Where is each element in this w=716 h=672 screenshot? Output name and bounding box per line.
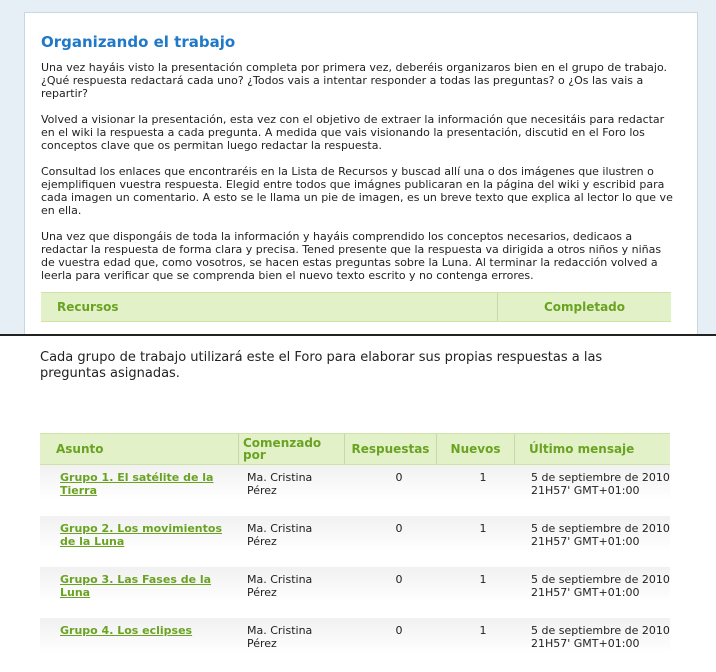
resources-column-header: Recursos: [41, 293, 498, 321]
forum-intro: Cada grupo de trabajo utilizará este el Foro para elaborar sus propias respuestas a las preguntas asignadas.: [40, 350, 603, 381]
table-row: [40, 618, 670, 669]
header-new: Nuevos: [437, 434, 515, 464]
paragraph-resources: Consultad los enlaces que encontraréis en la Lista de Recursos y buscad allí una o dos imágenes que ilustren o ejemplifiquen vuestra respuesta. Elegid entre todos que imágnes publicaran en la página del wiki y escribid para cada imagen un comentario. A esto se le llama un pie de imagen, es un breve texto que explica al lector lo que ve en ella.: [41, 165, 673, 217]
topic-link[interactable]: Grupo 3. Las Fases de la Luna: [60, 573, 212, 599]
table-row: [40, 465, 670, 516]
header-replies: Respuestas: [345, 434, 437, 464]
last-post-cell: 5 de septiembre de 2010 21H57' GMT+01:00: [531, 624, 670, 650]
instructions-card: [24, 12, 698, 334]
new-cell: 1: [479, 471, 487, 484]
topic-link[interactable]: Grupo 1. El satélite de la Tierra: [60, 471, 214, 497]
replies-cell: 0: [395, 624, 403, 637]
started-by-cell: Ma. Cristina Pérez: [247, 471, 313, 497]
paragraph-presentation: Volved a visionar la presentación, esta vez con el objetivo de extraer la información que necesitáis para redactar en el wiki la respuesta a cada pregunta. A medida que vais visionando la presentación, discutid en el Foro los conceptos clave que os permitan luego redactar la respuesta.: [41, 113, 665, 152]
header-last-post: Último mensaje: [529, 442, 635, 456]
forum-panel: [0, 336, 716, 672]
forum-table-header: [40, 433, 670, 465]
topic-cell: [40, 516, 239, 566]
topic-link[interactable]: Grupo 4. Los eclipses: [60, 624, 193, 637]
topic-link[interactable]: Grupo 2. Los movimientos de la Luna: [60, 522, 222, 548]
resources-table-header: [41, 292, 671, 322]
header-subject: Asunto: [40, 434, 239, 464]
replies-cell: 0: [395, 522, 403, 535]
new-cell: 1: [479, 573, 487, 586]
table-row: [40, 567, 670, 618]
replies-cell: 0: [395, 471, 403, 484]
paragraph-writing: Una vez que dispongáis de toda la información y hayáis comprendido los conceptos necesarios, dedicaos a redactar la respuesta de forma clara y precisa. Tened presente que la respuesta va dirigida a otros niños y niñas de vuestra edad que, como vosotros, se hacen estas preguntas sobre la Luna. Al terminar la redacción volved a leerla para verificar que se comprenda bien el nuevo texto escrito y no contenga errores.: [41, 230, 662, 282]
paragraph-organize: Una vez hayáis visto la presentación completa por primera vez, deberéis organizaros bien en el grupo de trabajo. ¿Qué respuesta redactará cada uno? ¿Todos vais a intentar responder a todas las preguntas? o ¿Os las vais a repartir?: [41, 61, 668, 100]
last-post-cell: 5 de septiembre de 2010 21H57' GMT+01:00: [531, 522, 670, 548]
forum-table: [40, 433, 670, 669]
topic-cell: [40, 567, 239, 617]
last-post-cell: 5 de septiembre de 2010 21H57' GMT+01:00: [531, 471, 670, 497]
instructions-panel: [0, 0, 716, 334]
started-by-cell: Ma. Cristina Pérez: [247, 624, 313, 650]
new-cell: 1: [479, 522, 487, 535]
started-by-cell: Ma. Cristina Pérez: [247, 573, 313, 599]
new-cell: 1: [479, 624, 487, 637]
topic-cell: [40, 618, 239, 668]
replies-cell: 0: [395, 573, 403, 586]
table-row: [40, 516, 670, 567]
last-post-cell: 5 de septiembre de 2010 21H57' GMT+01:00: [531, 573, 670, 599]
header-started-by: Comenzado por: [239, 434, 345, 464]
started-by-cell: Ma. Cristina Pérez: [247, 522, 313, 548]
completed-column-header: Completado: [543, 300, 626, 314]
page-title: Organizando el trabajo: [41, 33, 236, 51]
topic-cell: [40, 465, 239, 515]
